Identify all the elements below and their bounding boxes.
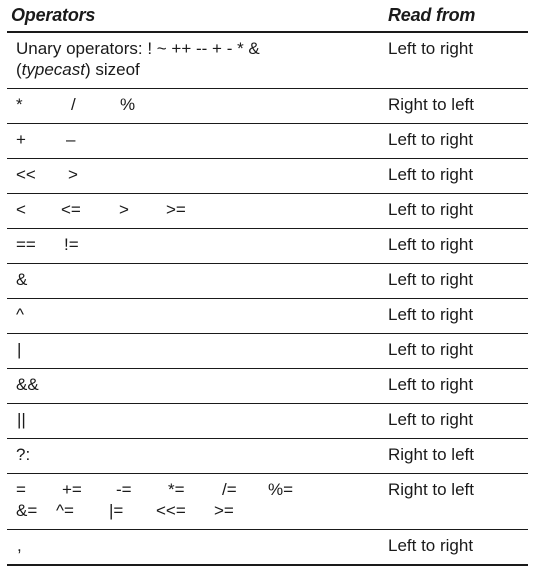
table-row [7,89,528,124]
unary-operators-text: Unary operators: ! ~ ++ -- + - * & [16,39,260,58]
operator-token: != [64,235,79,254]
table-row [7,264,528,299]
read-direction-cell: Left to right [388,340,474,359]
operator-token: >= [214,501,234,520]
operator-token: &= [16,501,38,520]
read-direction-cell: Left to right [388,130,474,149]
table-header [7,0,528,33]
operator-token: > [68,165,78,184]
table-row [7,439,528,474]
unary-operators-text-line2 [16,60,140,80]
operator-token: > [119,200,129,219]
read-direction-cell: Left to right [388,165,474,184]
operator-token: + [16,130,26,149]
operator-token: – [66,130,76,149]
operator-token: << [16,165,36,184]
table-row [7,334,528,369]
table-row [7,33,528,89]
operator-token: += [62,480,82,499]
table-row [7,194,528,229]
operator-token: = [16,480,26,499]
operator-token: <<= [156,501,186,520]
read-direction-cell: Right to left [388,95,474,114]
operator-token: ^ [16,305,24,324]
table-row [7,124,528,159]
operator-token: ^= [56,501,74,520]
operator-token: / [71,95,76,114]
read-from-column-header: Read from [388,5,476,25]
operator-token: >= [166,200,186,219]
operators-cell [16,39,260,79]
table-row [7,299,528,334]
operators-column-header: Operators [11,5,96,25]
read-direction-cell: Right to left [388,445,474,464]
operator-token: * [16,95,23,114]
read-direction-cell: Left to right [388,270,474,289]
table-row [7,474,528,530]
operator-token: /= [222,480,237,499]
read-direction-cell: Left to right [388,39,474,58]
table-row [7,229,528,264]
operator-token: <= [61,200,81,219]
operator-precedence-table [7,0,528,566]
paren-open: ( [16,60,22,79]
operator-token: < [16,200,26,219]
operator-token: || [17,410,26,429]
table-row [7,159,528,194]
operator-token: == [16,235,36,254]
table-row [7,530,528,566]
read-direction-cell: Left to right [388,305,474,324]
typecast-text: typecast [21,60,85,79]
operator-token: %= [268,480,294,499]
operator-token: , [17,536,22,555]
operator-token: | [17,340,22,359]
table-row [7,369,528,404]
operator-token: *= [168,480,185,499]
sizeof-text: ) sizeof [84,60,140,79]
read-direction-cell: Right to left [388,480,474,499]
operator-token: -= [116,480,132,499]
operator-token: ?: [16,445,31,464]
read-direction-cell: Left to right [388,410,474,429]
operator-token: && [16,375,39,394]
operator-token: % [120,95,136,114]
read-direction-cell: Left to right [388,375,474,394]
read-direction-cell: Left to right [388,235,474,254]
operator-token: & [16,270,28,289]
table-row [7,404,528,439]
operator-token: |= [109,501,124,520]
read-direction-cell: Left to right [388,200,474,219]
read-direction-cell: Left to right [388,536,474,555]
